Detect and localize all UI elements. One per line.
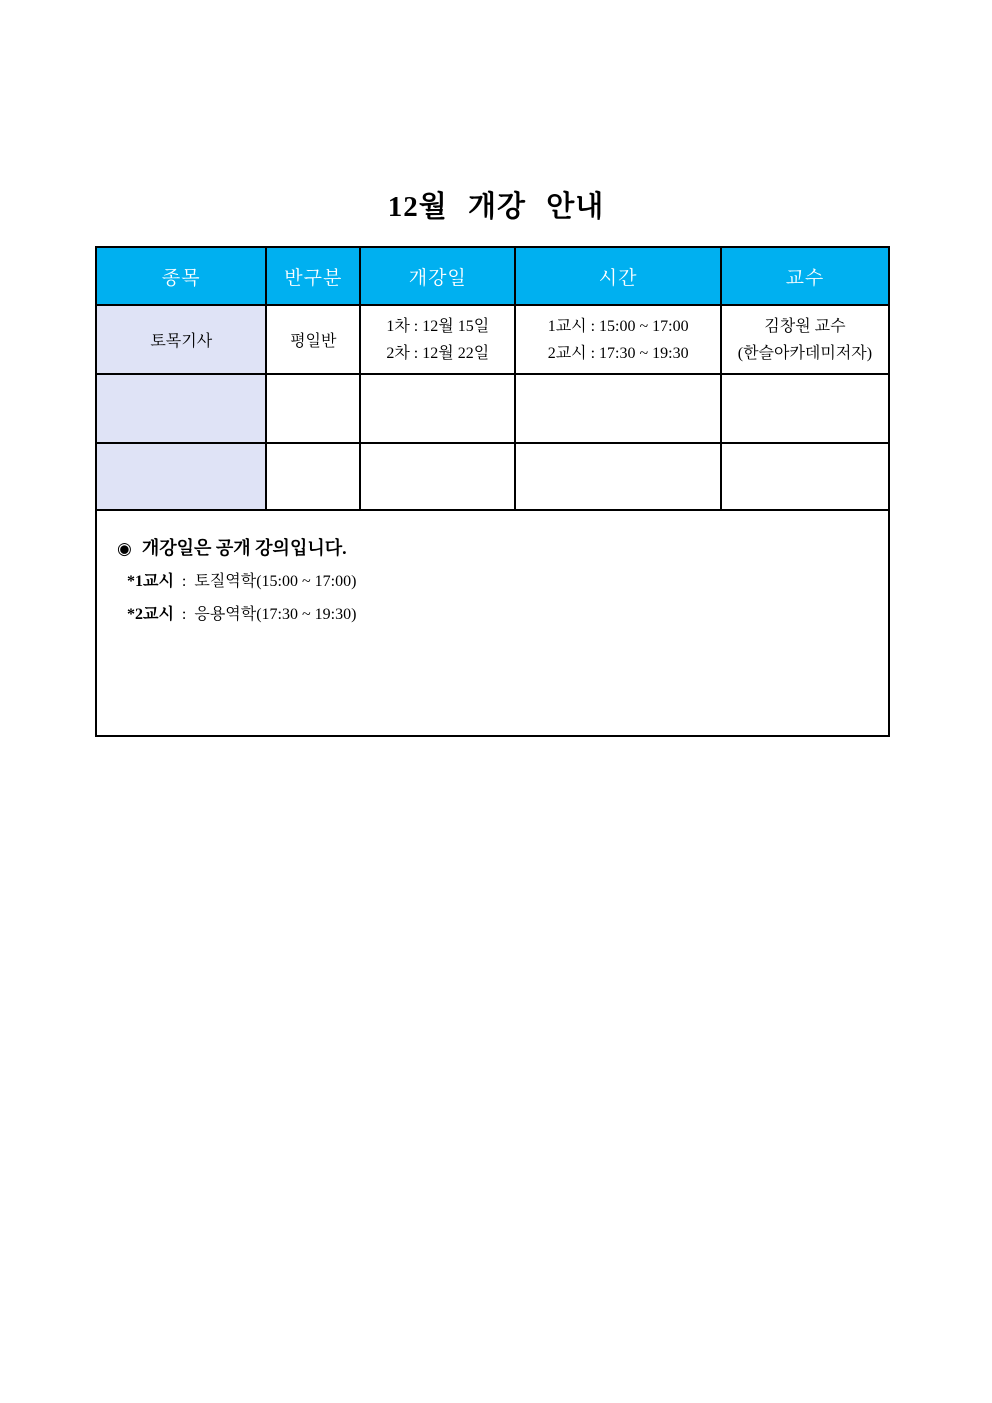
schedule-table	[95, 246, 890, 513]
cell-opening-dates	[360, 305, 515, 374]
empty-cell-subject	[96, 443, 266, 512]
empty-cell-subject	[96, 374, 266, 443]
time-line-1: 1교시 : 15:00 ~ 17:00	[547, 317, 689, 335]
note-item-label: *2교시	[127, 606, 174, 623]
cell-times	[515, 305, 720, 374]
professor-note: (한슬아카데미저자)	[737, 344, 873, 362]
opening-date-line-1: 1차 : 12월 15일	[386, 317, 490, 335]
header-row	[96, 247, 889, 305]
note-item-text: 응용역학(17:30 ~ 19:30)	[194, 606, 357, 623]
table-row-empty-1	[96, 374, 889, 443]
header-cell-subject: 종목	[96, 247, 266, 305]
note-item-text: 토질역학(15:00 ~ 17:00)	[194, 573, 357, 590]
header-cell-time: 시간	[515, 247, 720, 305]
empty-cell-opening-date	[360, 443, 515, 512]
opening-date-line-2: 2차 : 12월 22일	[386, 344, 490, 362]
header-cell-class-type: 반구분	[266, 247, 360, 305]
notes-heading-line	[117, 537, 864, 560]
note-item-period-2	[117, 604, 864, 626]
notes-box	[95, 509, 890, 737]
note-item-separator: :	[181, 606, 187, 623]
empty-cell-time	[515, 374, 720, 443]
note-item-label: *1교시	[127, 573, 174, 590]
cell-class-type: 평일반	[266, 305, 360, 374]
cell-subject: 토목기사	[96, 305, 266, 374]
empty-cell-class-type	[266, 374, 360, 443]
empty-cell-class-type	[266, 443, 360, 512]
time-line-2: 2교시 : 17:30 ~ 19:30	[547, 344, 689, 362]
cell-professor	[721, 305, 889, 374]
table-row-empty-2	[96, 443, 889, 512]
fisheye-bullet-icon: ◉	[117, 539, 132, 558]
note-item-period-1	[117, 571, 864, 593]
table-row-civil-engineer	[96, 305, 889, 374]
empty-cell-professor	[721, 443, 889, 512]
header-cell-opening-date: 개강일	[360, 247, 515, 305]
empty-cell-time	[515, 443, 720, 512]
header-cell-professor: 교수	[721, 247, 889, 305]
professor-name: 김창원 교수	[764, 317, 846, 335]
empty-cell-opening-date	[360, 374, 515, 443]
page-title: 12월 개강 안내	[387, 191, 605, 223]
note-item-separator: :	[181, 573, 187, 590]
notes-heading-text: 개강일은 공개 강의입니다.	[141, 538, 347, 558]
empty-cell-professor	[721, 374, 889, 443]
